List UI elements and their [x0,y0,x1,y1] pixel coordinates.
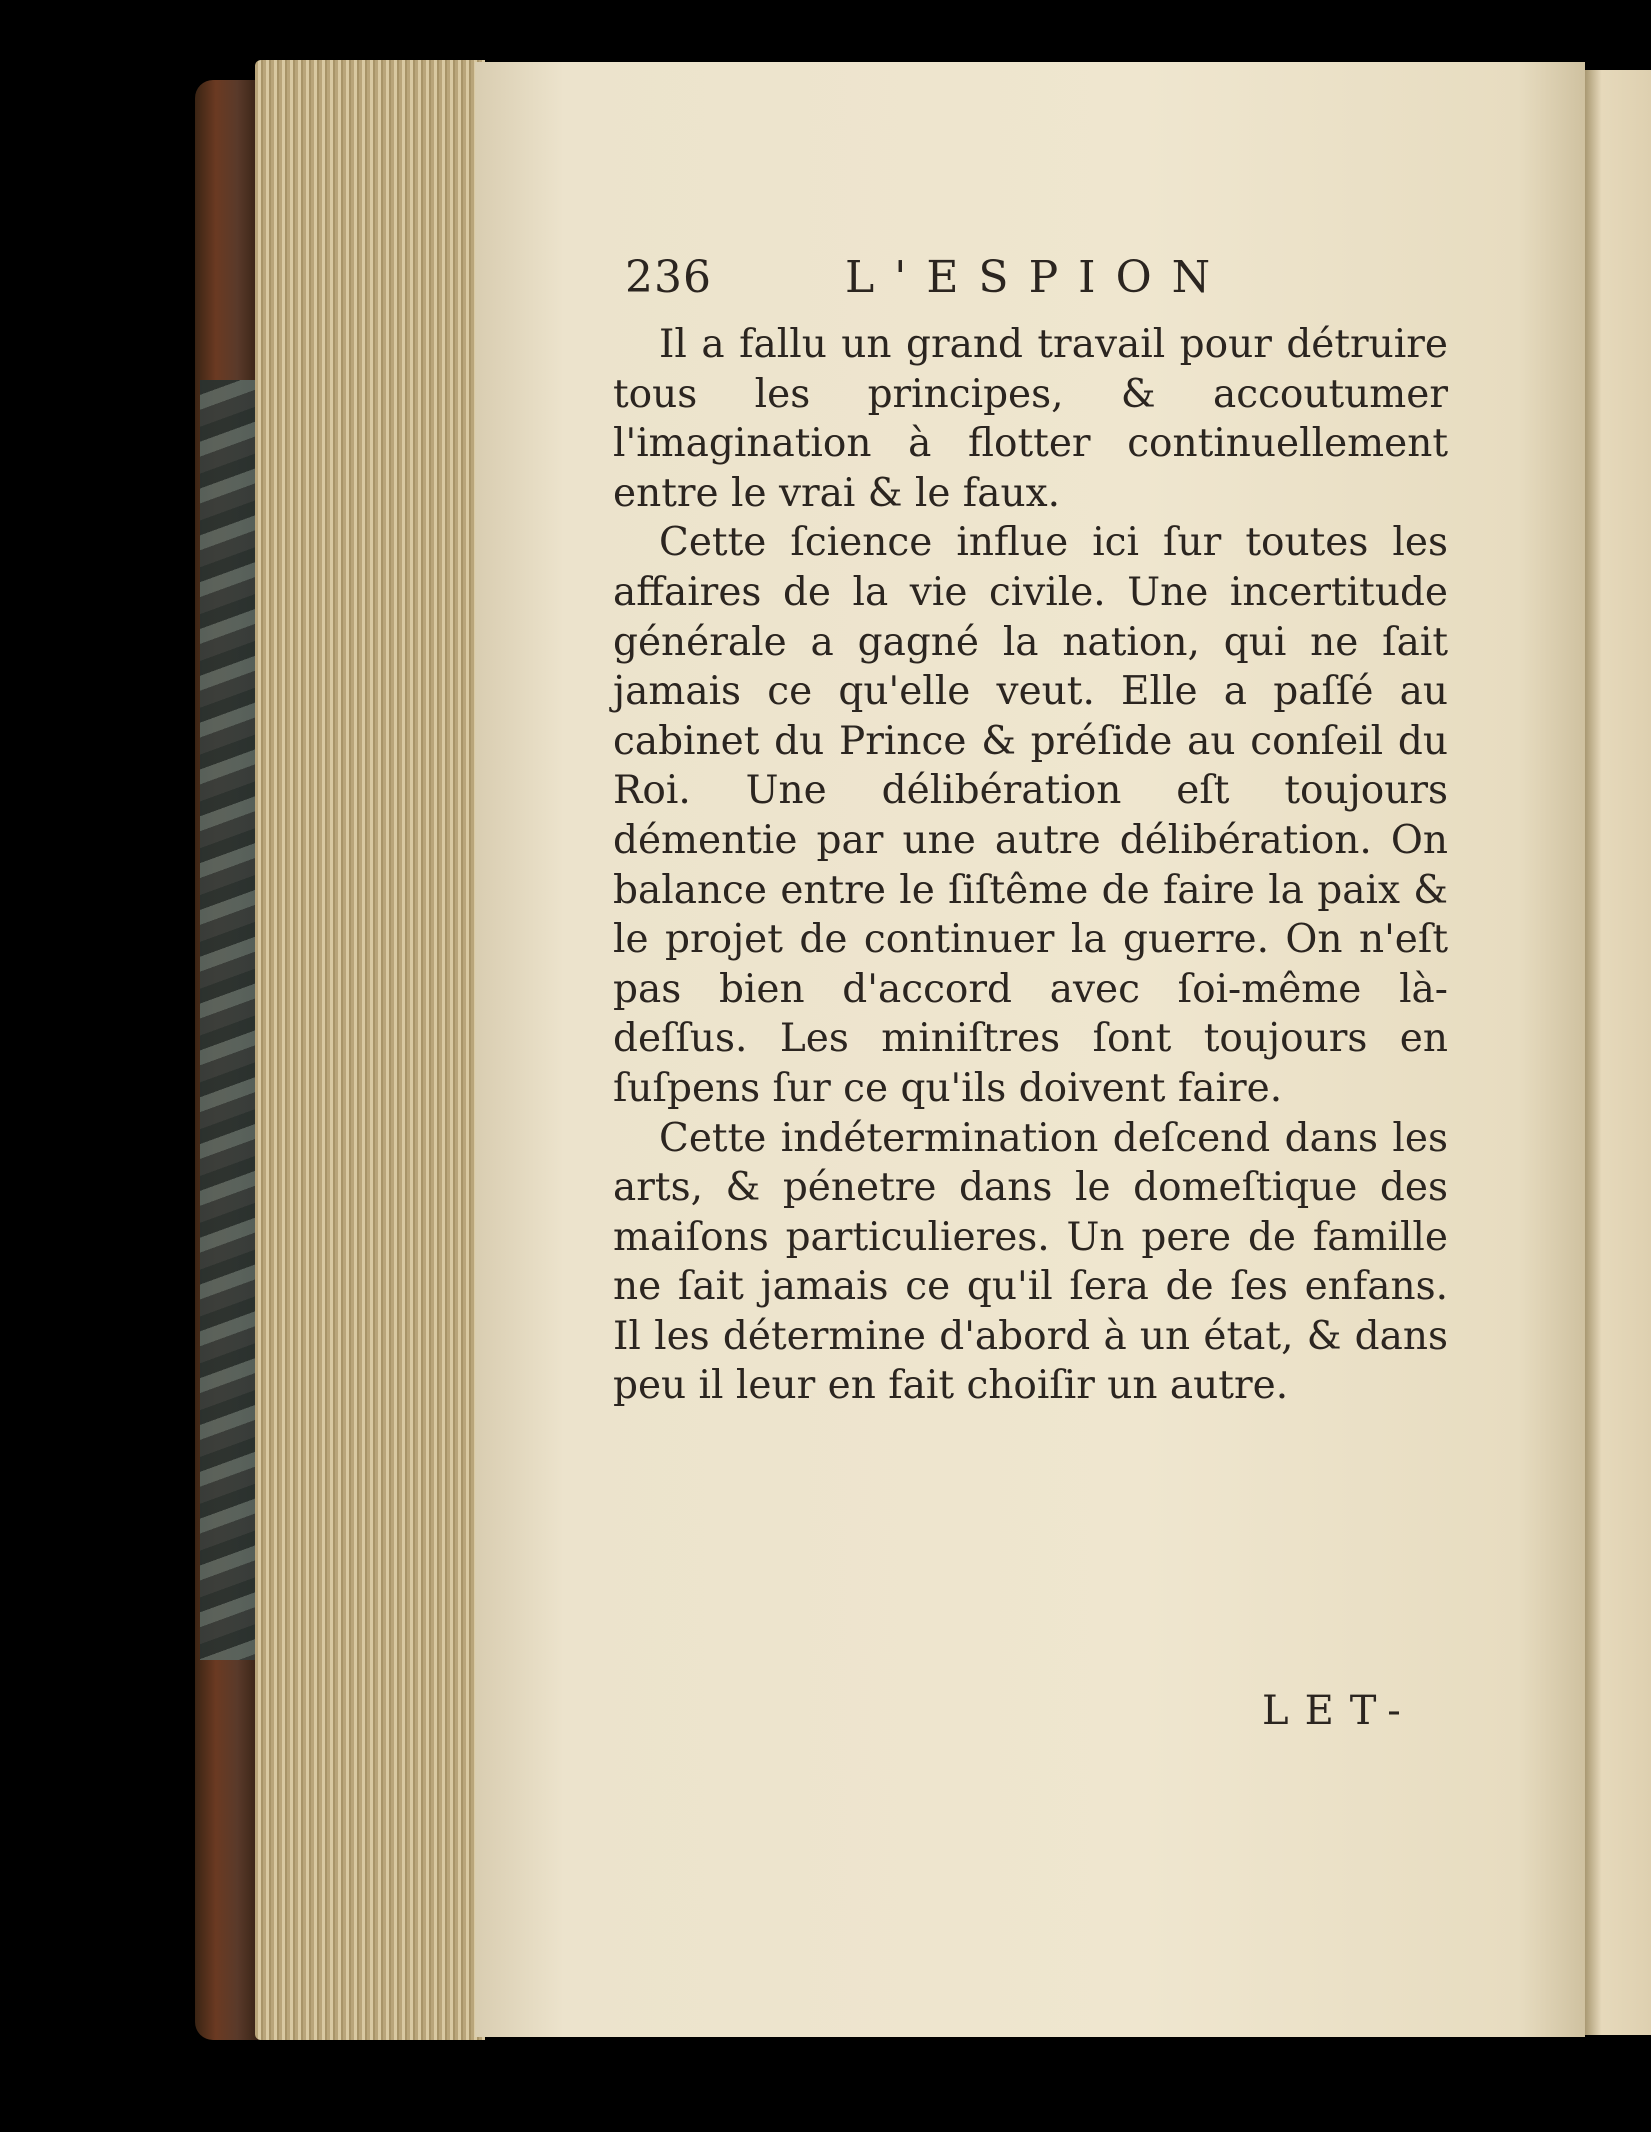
page-header [625,252,1245,312]
paragraph-2: Cette ſcience influe ici ſur toutes les affaires de la vie civile. Une incertitude générale a gagné la nation, qui ne ſait jamais ce qu'elle veut. Elle a paſſé au cabinet du Prince & préſide au conſeil du Roi. Une délibération eſt toujours démentie par une autre délibération. On balance entre le ſiſtême de faire la paix & le projet de continuer la guerre. On n'eſt pas bien d'accord avec ſoi-même là-deſſus. Les miniſtres ſont toujours en ſuſpens ſur ce qu'ils doivent faire. [613,520,1448,1111]
facing-page-edge [1585,70,1651,2035]
page-number: 236 [625,252,712,303]
marbled-cover [200,380,260,1660]
paragraph-3: Cette indétermination deſcend dans les arts, & pénetre dans le domeſtique des maiſons particulieres. Un pere de famille ne ſait jamais ce qu'il ſera de ſes enfans. Il les détermine d'abord à un état, & dans peu il leur en fait choiſir un autre. [613,1115,1448,1409]
running-title: L'ESPION [845,252,1231,303]
paragraph-1: Il a fallu un grand travail pour détruire tous les principes, & accoutumer l'imagination à flotter continuellement entre le vrai & le faux. [613,322,1448,516]
page-edges [255,60,485,2040]
catchword: LET- [1262,1688,1417,1734]
body-text [613,320,1448,1411]
